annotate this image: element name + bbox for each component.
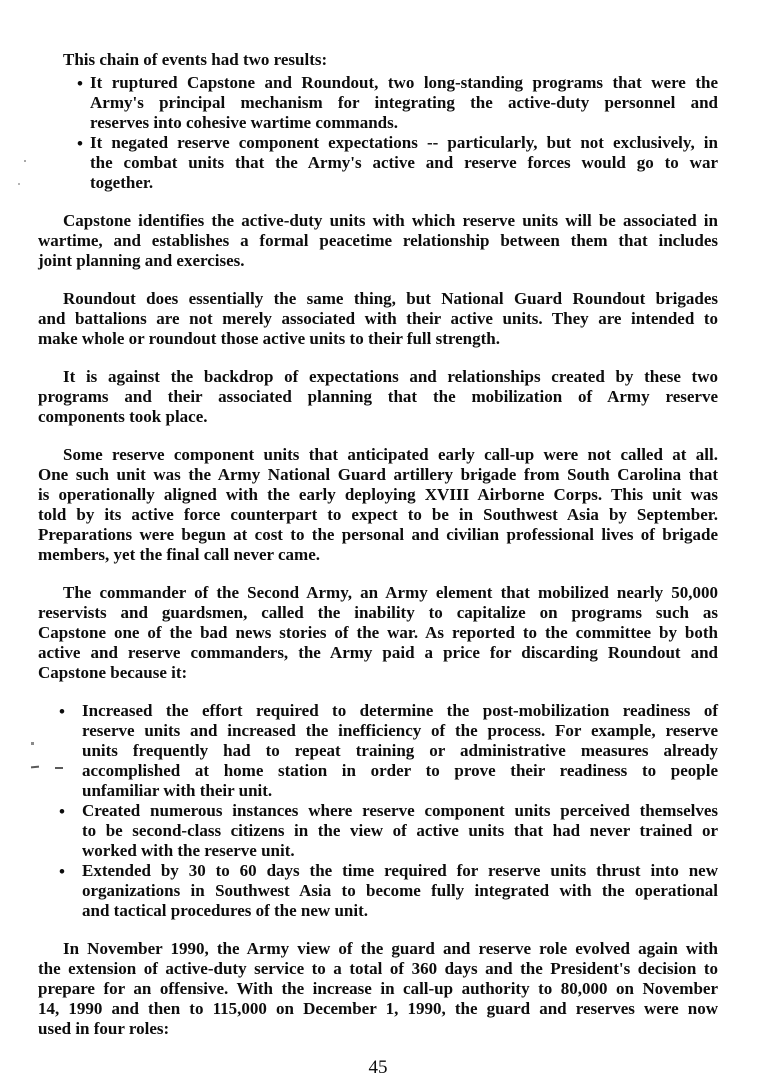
text-line: Army's principal mechanism for integrating the active-duty personnel and [90,93,718,112]
list-item [38,701,718,801]
text-line: accomplished at home station in order to prove their readiness to people [82,761,718,780]
text-line: is operationally aligned with the early deploying XVIII Airborne Corps. This unit was [38,485,718,504]
text-line: joint planning and exercises. [38,251,245,270]
bullet-list-results [38,73,718,193]
text-line: programs and their associated planning that the mobilization of Army reserve [38,387,718,406]
scan-artifact [31,742,34,745]
text-line: Increased the effort required to determine the post-mobilization readiness of [82,701,718,720]
bullet-icon: • [59,702,65,721]
list-item [38,133,718,193]
text-line: This chain of events had two results: [63,50,328,69]
text-line: It is against the backdrop of expectations and relationships created by these two [63,367,718,386]
text-line: units frequently had to repeat training or administrative measures already [82,741,718,760]
paragraph-capstone [38,211,718,271]
text-line: used in four roles: [38,1019,170,1038]
text-line: together. [90,173,154,192]
bullet-icon: • [77,134,83,153]
text-line: reservists and guardsmen, called the inability to capitalize on programs such as [38,603,718,622]
text-line: Extended by 30 to 60 days the time required for reserve units thrust into new [82,861,718,880]
text-line: Capstone identifies the active-duty units with which reserve units will be associated in [63,211,718,230]
text-line: reserve units and increased the inefficiency of the process. For example, reserve [82,721,718,740]
text-line: Capstone one of the bad news stories of the war. As reported to the committee by both [38,623,718,642]
text-line: reserves into cohesive wartime commands. [90,113,398,132]
text-line: and tactical procedures of the new unit. [82,901,369,920]
text-line: to be second-class citizens in the view of active units that had never trained or [82,821,718,840]
scan-artifact [24,160,26,162]
text-line: the combat units that the Army's active and reserve forces would go to war [90,153,718,172]
page-number: 45 [368,1057,388,1078]
text-line: and battalions are not merely associated with their active units. They are intended to [38,309,718,328]
text-line: Some reserve component units that anticipated early call-up were not called at all. [63,445,718,464]
text-line: prepare for an offensive. With the increase in call-up authority to 80,000 on November [38,979,718,998]
text-line: components took place. [38,407,208,426]
text-line: told by its active force counterpart to expect to be in Southwest Asia by September. [38,505,718,524]
text-line: It ruptured Capstone and Roundout, two long-standing programs that were the [90,73,718,92]
paragraph-commander [38,583,718,683]
text-line: make whole or roundout those active units to their full strength. [38,329,501,348]
text-line: Capstone because it: [38,663,188,682]
paragraph-roundout [38,289,718,349]
text-line: unfamiliar with their unit. [82,781,273,800]
text-line: 14, 1990 and then to 115,000 on December 1, 1990, the guard and reserves were now [38,999,718,1018]
text-line: In November 1990, the Army view of the guard and reserve role evolved again with [63,939,718,958]
paragraph-november-1990 [38,939,718,1039]
text-line: the extension of active-duty service to a total of 360 days and the President's decision to [38,959,718,978]
bullet-icon: • [59,862,65,881]
list-item [38,73,718,133]
text-line: Created numerous instances where reserve component units perceived themselves [82,801,718,820]
text-line: Preparations were begun at cost to the personal and civilian professional lives of brigade [38,525,718,544]
text-line: organizations in Southwest Asia to become fully integrated with the operational [82,881,718,900]
paragraph-early-callup [38,445,718,565]
text-line: members, yet the final call never came. [38,545,320,564]
text-line: Roundout does essentially the same thing, but National Guard Roundout brigades [63,289,718,308]
text-line: active and reserve commanders, the Army paid a price for discarding Roundout and [38,643,718,662]
paragraph-intro [38,50,718,70]
text-line: wartime, and establishes a formal peacetime relationship between them that includes [38,231,718,250]
text-line: One such unit was the Army National Guard artillery brigade from South Carolina that [38,465,718,484]
text-line: It negated reserve component expectations -- particularly, but not exclusively, in [90,133,718,152]
scan-artifact [18,183,20,185]
bullet-icon: • [59,802,65,821]
list-item [38,861,718,921]
paragraph-backdrop [38,367,718,427]
bullet-icon: • [77,74,83,93]
list-item [38,801,718,861]
text-line: The commander of the Second Army, an Army element that mobilized nearly 50,000 [63,583,718,602]
text-line: worked with the reserve unit. [82,841,295,860]
bullet-list-price [38,701,718,921]
